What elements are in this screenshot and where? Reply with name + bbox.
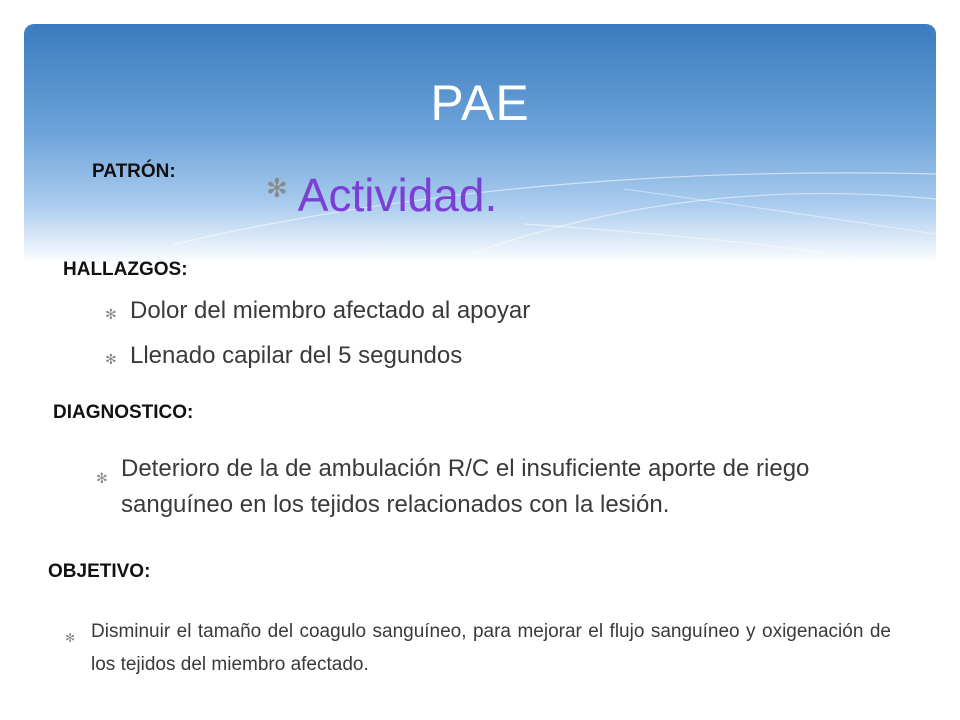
objetivo-text-block	[65, 615, 891, 681]
diagnostico-text: Deterioro de la de ambulación R/C el insuficiente aporte de riego sanguíneo en los tejidos relacionados con la lesión.	[121, 455, 810, 518]
diagnostico-text-block	[96, 451, 911, 523]
asterisk-bullet-icon: ✻	[65, 631, 76, 645]
slide-title: PAE	[430, 75, 530, 131]
header-band	[24, 24, 936, 264]
hallazgos-label: HALLAZGOS:	[63, 259, 188, 280]
patron-value-text: Actividad.	[297, 169, 498, 221]
diagnostico-label: DIAGNOSTICO:	[53, 402, 194, 423]
objetivo-text: Disminuir el tamaño del coagulo sanguíneo, para mejorar el flujo sanguíneo y oxigenación de los tejidos del miembro afectado.	[91, 621, 891, 675]
decorative-swoosh-lines	[24, 24, 936, 264]
asterisk-bullet-icon: ✻	[105, 306, 117, 322]
hallazgo-item-text: Llenado capilar del 5 segundos	[130, 342, 463, 369]
hallazgo-item-text: Dolor del miembro afectado al apoyar	[130, 297, 531, 324]
asterisk-bullet-icon: ✻	[105, 351, 117, 367]
hallazgo-item	[105, 342, 463, 370]
objetivo-label: OBJETIVO:	[48, 561, 151, 582]
asterisk-bullet-icon: ✻	[96, 470, 108, 486]
patron-value	[266, 168, 497, 222]
asterisk-bullet-icon: ✻	[266, 173, 288, 203]
hallazgo-item	[105, 297, 531, 325]
patron-label: PATRÓN:	[92, 161, 176, 182]
